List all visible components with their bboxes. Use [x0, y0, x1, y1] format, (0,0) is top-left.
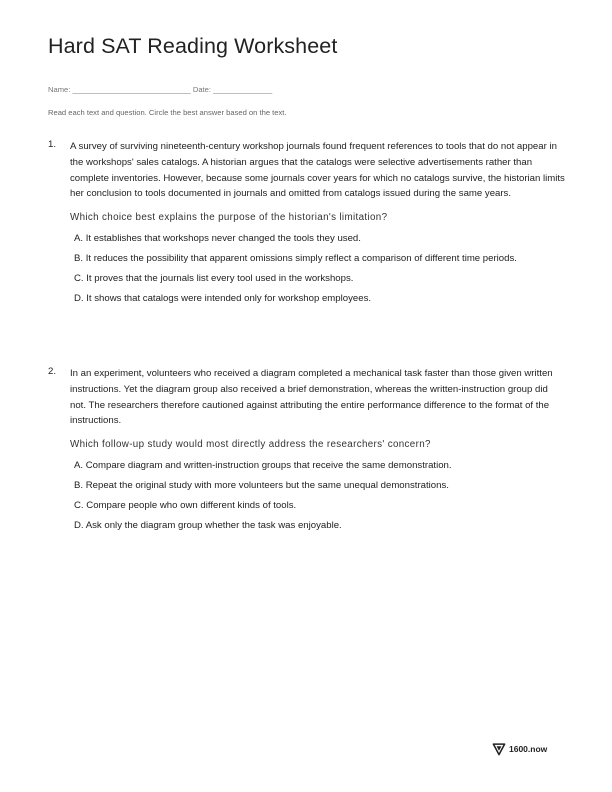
question-number: 2. [48, 366, 57, 377]
passage-text: A survey of surviving nineteenth-century workshop journals found frequent references to tools that do not appear in the workshops' sales catalogs. A historian argues that the catalogs were selective advertisements rather than complete inventories. However, because some journals cover years for which no catalogs survive, the historian limits her conclusion to tools documented in journals and omitted from catalogs issued during the same years. [70, 141, 565, 200]
answer-choices [70, 231, 566, 306]
brand-logo-icon [492, 742, 506, 756]
question-prompt: Which choice best explains the purpose of the historian's limitation? [70, 212, 388, 224]
question-body [70, 139, 566, 310]
answer-choice-a[interactable]: A. It establishes that workshops never changed the tools they used. [74, 233, 361, 245]
question-number: 1. [48, 139, 57, 150]
footer-brand [492, 742, 547, 756]
question-prompt: Which follow-up study would most directly address the researchers' concern? [70, 439, 431, 451]
brand-name: 1600.now [509, 744, 548, 754]
answer-choices [70, 458, 566, 533]
answer-choice-d[interactable]: D. Ask only the diagram group whether the task was enjoyable. [74, 519, 342, 531]
answer-choice-d[interactable]: D. It shows that catalogs were intended only for workshop employees. [74, 292, 372, 304]
instructions: Read each text and question. Circle the best answer based on the text. [48, 108, 287, 117]
name-date-line: Name: ____________________________ Date: ______________ [48, 85, 273, 94]
page-title: Hard SAT Reading Worksheet [48, 34, 338, 58]
passage-text: In an experiment, volunteers who received a diagram completed a mechanical task faster than those given written instructions. Yet the diagram group also received a brief demonstration, whereas the written-instruction group did not. The researchers therefore cautioned against attributing the entire performance difference to the format of the instructions. [70, 368, 553, 427]
answer-choice-b[interactable]: B. It reduces the possibility that apparent omissions simply reflect a comparison of different time periods. [74, 252, 517, 264]
answer-choice-c[interactable]: C. It proves that the journals list every tool used in the workshops. [74, 272, 354, 284]
answer-choice-c[interactable]: C. Compare people who own different kinds of tools. [74, 499, 297, 511]
answer-choice-b[interactable]: B. Repeat the original study with more volunteers but the same unequal demonstrations. [74, 479, 449, 491]
question-body [70, 366, 566, 537]
answer-choice-a[interactable]: A. Compare diagram and written-instruction groups that receive the same demonstration. [74, 460, 452, 472]
